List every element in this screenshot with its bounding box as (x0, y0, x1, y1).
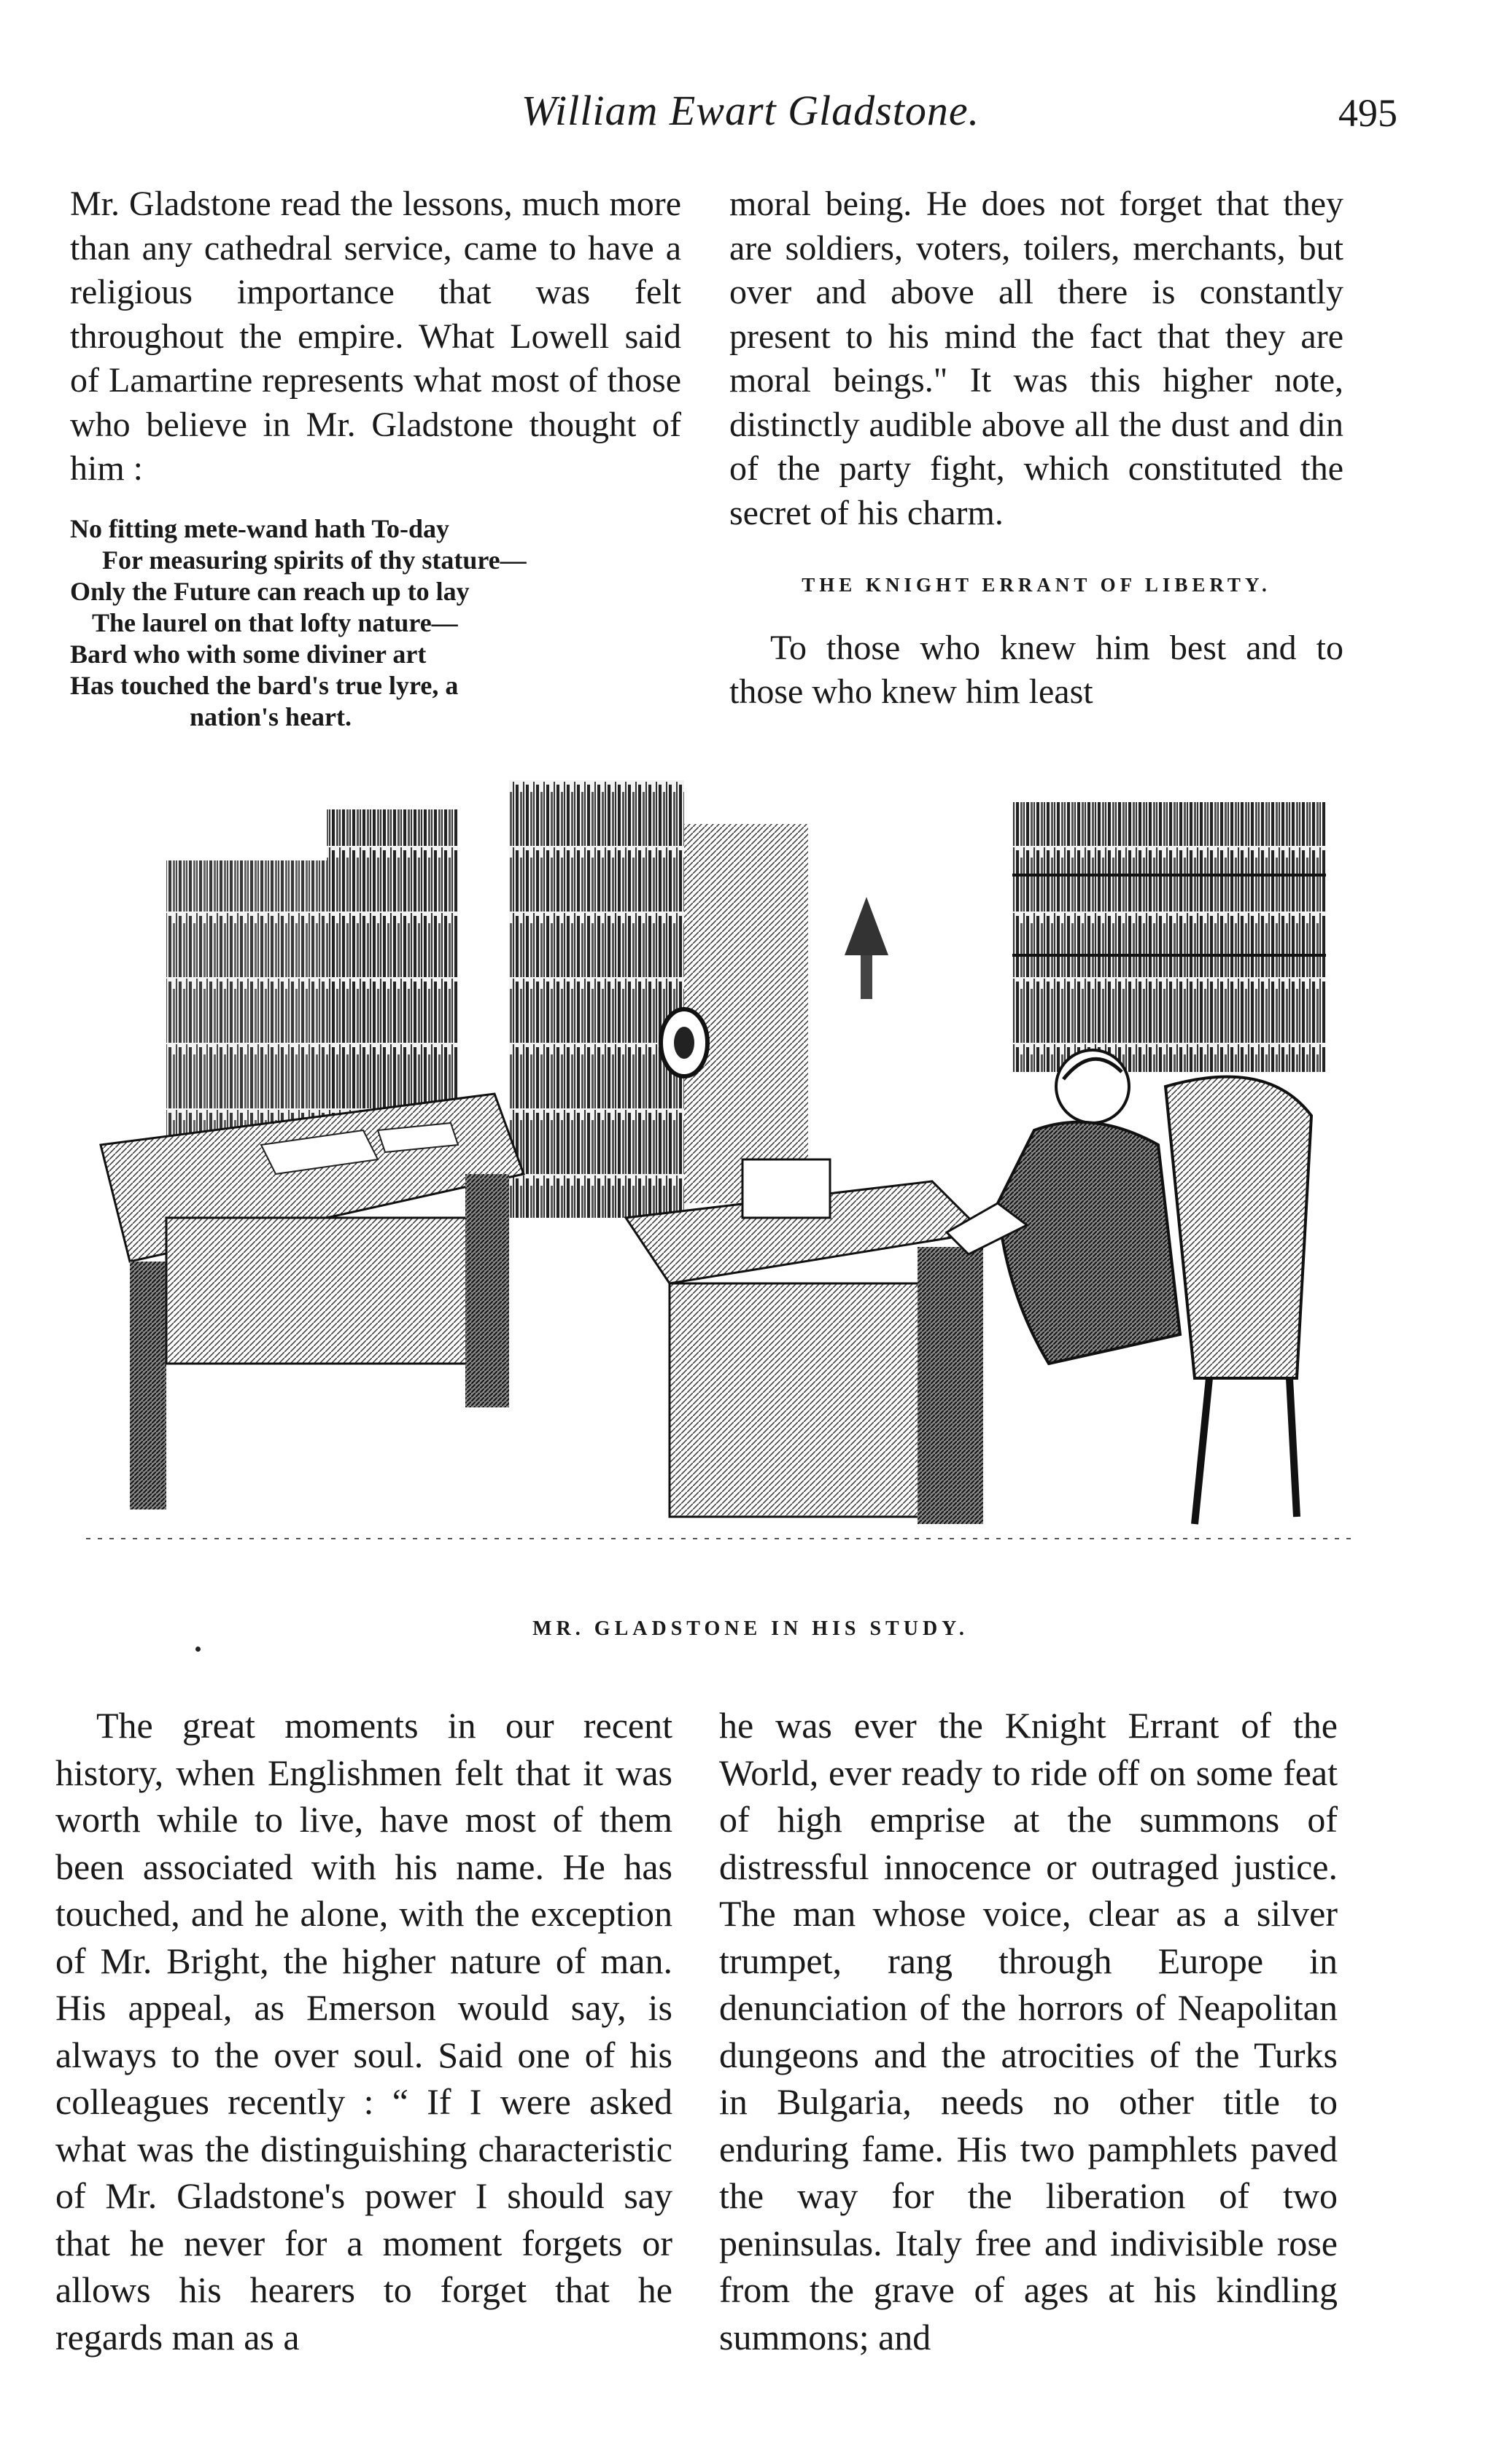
running-title: William Ewart Gladstone. (521, 87, 980, 134)
column-bottom-right (719, 1702, 1338, 2360)
paragraph-knight-errant-start: To those who knew him best and to those who knew him least (729, 628, 1343, 711)
section-heading: THE KNIGHT ERRANT OF LIBERTY. (802, 574, 1271, 596)
column-top-left (70, 182, 681, 733)
verse-line: For measuring spirits of thy stature— (102, 545, 527, 575)
page-number: 495 (1338, 91, 1397, 135)
study-illustration (86, 780, 1357, 1597)
paragraph-lessons: Mr. Gladstone read the lessons, much more than any cathedral service, came to have a religious importance that was felt throughout the empire. What Lowell said of Lamartine represents what most of those who believe in Mr. Gladstone thought of him : (70, 184, 681, 488)
paragraph-moral-being: moral being. He does not forget that they are soldiers, voters, toilers, merchants, but over and above all there is constantly present to his mind the fact that they are moral beings." It was this higher note, distinctly audible above all the dust and din of the party fight, which constituted the secret of his charm. (729, 184, 1343, 532)
engraving-drawing (86, 780, 1357, 1597)
column-top-right (729, 182, 1343, 715)
ornament-dot (195, 1647, 201, 1652)
paragraph-knight-errant: he was ever the Knight Errant of the World, ever ready to ride off on some feat of high emprise at the summons of distressful innocence or outraged justice. The man whose voice, clear as a silver trumpet, rang through Europe in denunciation of the horrors of Neapolitan dungeons and the atrocities of the Turks in Bulgaria, needs no other title to enduring fame. His two pamphlets paved the way for the liberation of two peninsulas. Italy free and indivisible rose from the grave of ages at his kindling summons; and (719, 1705, 1338, 2358)
paragraph-great-moments: The great moments in our recent history, when Englishmen felt that it was worth while to live, have most of them been associated with his name. He has touched, and he alone, with the exception of Mr. Bright, the higher nature of man. His appeal, as Emerson would say, is always to the over soul. Said one of his colleagues recently : “ If I were asked what was the distinguishing characteristic of Mr. Gladstone's power I should say that he never for a moment forgets or allows his hearers to forget that he regards man as a (55, 1705, 672, 2358)
verse-line: Has touched the bard's true lyre, a (70, 670, 459, 700)
running-head (0, 86, 1501, 144)
column-bottom-left (55, 1702, 672, 2360)
verse-line: Bard who with some diviner art (70, 639, 427, 669)
lowell-verse (70, 513, 681, 733)
verse-line: Only the Future can reach up to lay (70, 576, 470, 606)
verse-line: nation's heart. (190, 701, 352, 731)
verse-line: No fitting mete-wand hath To-day (70, 513, 450, 543)
verse-line: The laurel on that lofty nature— (92, 607, 458, 637)
figure-caption: MR. GLADSTONE IN HIS STUDY. (532, 1617, 969, 1640)
